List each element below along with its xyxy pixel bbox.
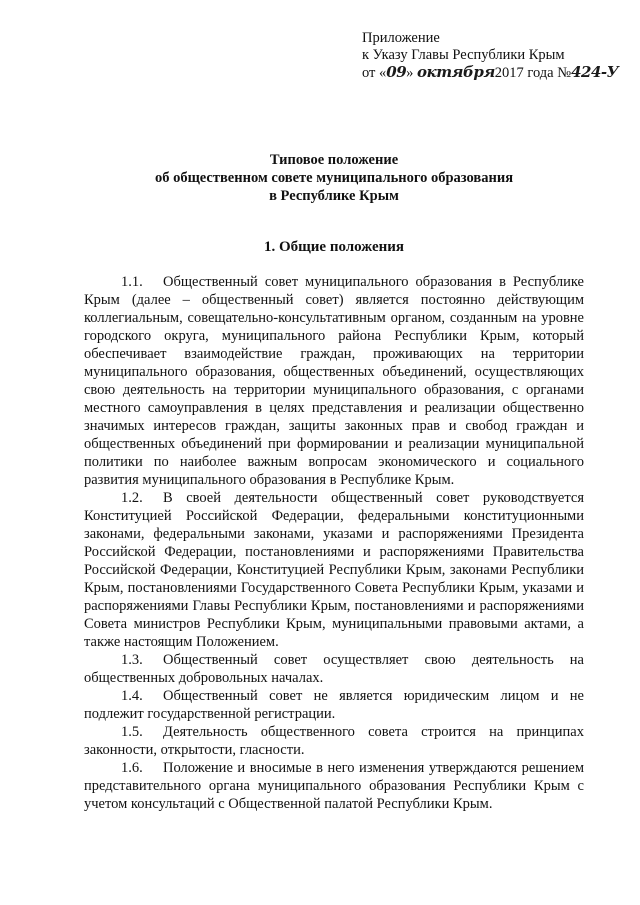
section-heading: 1. Общие положения	[263, 239, 405, 255]
paragraph-number: 1.2.	[121, 490, 143, 506]
paragraph-1-4	[84, 687, 584, 723]
appendix-label: Приложение	[362, 30, 440, 46]
appendix-block	[362, 30, 632, 82]
paragraph-text: Положение и вносимые в него изменения утверждаются решением представительного органа муниципального образования Республики Крым с учетом консультаций с Общественной палатой Республики Крым.	[84, 760, 584, 812]
paragraph-text: В своей деятельности общественный совет руководствуется Конституцией Российской Федерации, федеральными конституционными законами, федеральными законами, указами и распоряжениями Президента Российской Федерации, постановлениями и распоряжениями Правительства Российской Федерации, Конституцией Республики Крым, законами Республики Крым, постановлениями Государственного Совета Республики Крым, указами и распоряжениями Главы Республики Крым, постановлениями и распоряжениями Совета министров Республики Крым, муниципальными правовыми актами, а также настоящим Положением.	[84, 490, 584, 650]
paragraph-number: 1.6.	[121, 760, 143, 776]
paragraph-1-2	[84, 489, 584, 651]
paragraph-number: 1.4.	[121, 688, 143, 704]
date-year: 2017 года №	[494, 65, 572, 81]
paragraph-1-5	[84, 723, 584, 759]
paragraph-number: 1.3.	[121, 652, 143, 668]
title-line-3: в Республике Крым	[269, 188, 399, 204]
handwritten-decree-number: 424-У	[571, 63, 619, 81]
paragraph-number: 1.1.	[121, 274, 143, 290]
paragraph-1-1	[84, 273, 584, 489]
paragraph-text: Общественный совет осуществляет свою деятельность на общественных добровольных началах.	[84, 652, 584, 686]
handwritten-day: 09	[386, 63, 407, 81]
date-mid: »	[406, 65, 418, 81]
appendix-decree-reference: к Указу Главы Республики Крым	[362, 47, 565, 63]
paragraph-text: Общественный совет не является юридическим лицом и не подлежит государственной регистрации.	[84, 688, 584, 722]
paragraph-1-6	[84, 759, 584, 813]
date-prefix: от «	[362, 65, 387, 81]
title-line-1: Типовое положение	[269, 152, 399, 168]
appendix-date-line	[362, 64, 632, 82]
paragraph-text: Деятельность общественного совета строится на принципах законности, открытости, гласности.	[84, 724, 584, 758]
document-title	[84, 151, 584, 205]
handwritten-month: октября	[417, 63, 495, 81]
title-line-2: об общественном совете муниципального образования	[154, 170, 514, 186]
document-body	[84, 273, 584, 813]
paragraph-number: 1.5.	[121, 724, 143, 740]
paragraph-1-3	[84, 651, 584, 687]
paragraph-text: Общественный совет муниципального образования в Республике Крым (далее – общественный совет) является постоянно действующим коллегиальным, совещательно-консультативным органом, созданным на уровне городского округа, муниципального района Республики Крым, который обеспечивает взаимодействие граждан, проживающих на территории муниципального образования, общественных объединений, осуществляющих свою деятельность на территории муниципального образования, с органами местного самоуправления в целях представления и реализации общественно значимых интересов граждан, защиты законных прав и свобод граждан и общественных объединений при формировании и реализации муниципальной политики по наиболее важным вопросам экономического и социального развития муниципального образования в Республике Крым.	[84, 274, 584, 488]
